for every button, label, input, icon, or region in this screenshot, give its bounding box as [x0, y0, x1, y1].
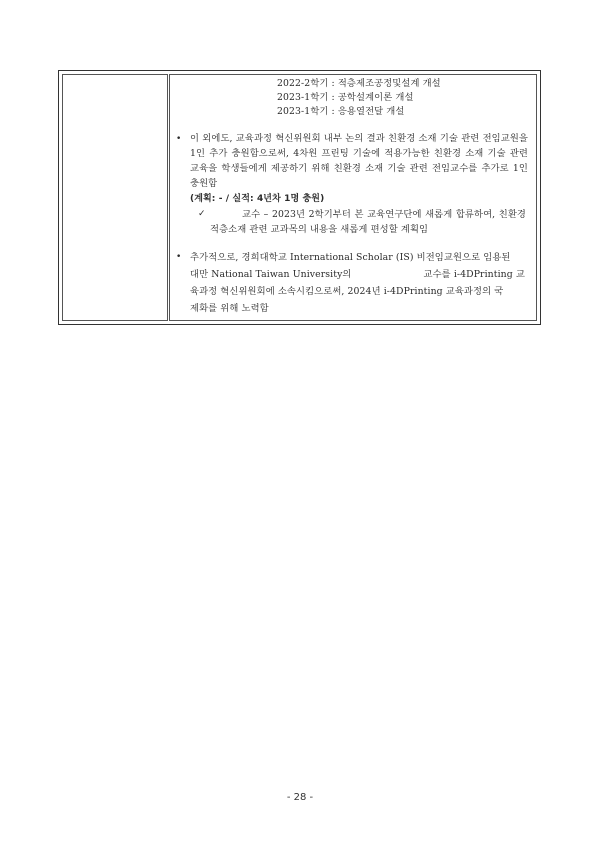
paragraph-faculty-hire: 이 외에도, 교육과정 혁신위원회 내부 논의 결과 친환경 소재 기술 관련 전임교원을 1인 추가 충원함으로써, 4차원 프린팅 기술에 적용가능한 친환경 소재 기술 관련 교육을 학생들에게 제공하기 위해 친환경 소재 기술 관련 전임교수를 추가로 1인 충원함 [190, 133, 528, 189]
bullet-icon: • [176, 134, 182, 144]
paragraph-line-part: 교수를 i-4DPrinting 교 [423, 269, 525, 280]
bullet-icon: • [176, 252, 182, 262]
checklist-item: 교수 – 2023년 2학기부터 본 교육연구단에 새롭게 합류하여, 친환경적층소재 관련 교과목의 내용을 새롭게 편성할 계획임 [210, 209, 526, 235]
paragraph-line: 제화를 위해 노력함 [190, 303, 269, 314]
page-number: - 28 - [286, 792, 314, 803]
semester-line: 2023-1학기 : 공학설계이론 개설 [277, 92, 414, 103]
paragraph-line: 추가적으로, 경희대학교 International Scholar (IS) 비전임교원으로 임용된 [190, 252, 511, 263]
checkmark-icon: ✓ [198, 209, 206, 219]
paragraph-line-part: 대만 National Taiwan University의 [190, 269, 352, 280]
paragraph-line: 육과정 혁신위원회에 소속시킴으로써, 2024년 i-4DPrinting 교육과정의 국 [190, 286, 504, 297]
plan-result-label: (계획: - / 실적: 4년차 1명 충원) [190, 194, 325, 204]
table-left-cell [62, 74, 168, 321]
table-right-cell [169, 74, 537, 321]
paragraph-line [190, 266, 528, 283]
semester-line: 2022-2학기 : 적층제조공정및설계 개설 [277, 78, 441, 89]
table-frame [58, 70, 541, 325]
cell-content [170, 75, 536, 320]
semester-line: 2023-1학기 : 응용열전달 개설 [277, 106, 405, 117]
paragraph-international-scholar [190, 249, 528, 317]
